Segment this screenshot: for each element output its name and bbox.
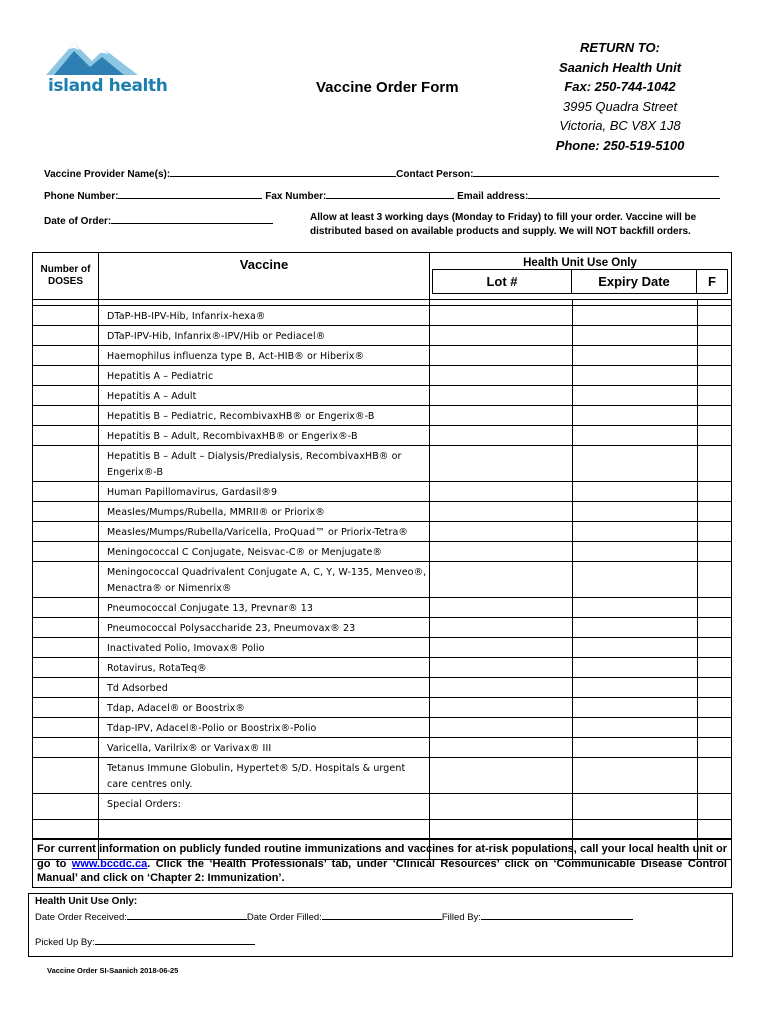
health-unit-row-1: [35, 910, 633, 923]
f-cell[interactable]: [698, 446, 732, 482]
date-filled-label: Date Order Filled:: [246, 912, 322, 923]
bccdc-link[interactable]: www.bccdc.ca: [71, 857, 148, 870]
health-unit-use-title: Health Unit Use Only: [523, 257, 637, 269]
expiry-cell[interactable]: [573, 482, 698, 502]
phone-label: Phone Number:: [44, 191, 119, 202]
expiry-cell[interactable]: [573, 794, 698, 820]
col-f-header: F: [697, 270, 728, 294]
expiry-cell[interactable]: [573, 306, 698, 326]
doses-cell[interactable]: [33, 738, 99, 758]
vaccine-name: Rotavirus, RotaTeq®: [99, 658, 430, 678]
vaccine-row: [33, 678, 732, 698]
blank-order-row: [33, 820, 732, 840]
f-cell[interactable]: [698, 738, 732, 758]
date-row: [44, 213, 273, 227]
vaccine-name: Td Adsorbed: [99, 678, 430, 698]
provider-label: Vaccine Provider Name(s):: [44, 169, 171, 180]
island-health-logo-mark: [44, 37, 140, 77]
date-received-label: Date Order Received:: [35, 912, 127, 923]
return-street: 3995 Quadra Street: [562, 98, 678, 114]
health-unit-use-header: [430, 253, 732, 300]
contact-person-field[interactable]: [473, 166, 719, 177]
doses-cell[interactable]: [33, 406, 99, 426]
lot-cell[interactable]: [430, 562, 573, 598]
contact-label: Contact Person:: [396, 169, 474, 180]
expiry-cell[interactable]: [573, 502, 698, 522]
col-expiry-header: Expiry Date: [572, 270, 697, 294]
date-label: Date of Order:: [44, 216, 112, 227]
f-cell[interactable]: [698, 542, 732, 562]
phone-row: [44, 188, 720, 202]
vaccine-name: Tdap, Adacel® or Boostrix®: [99, 698, 430, 718]
f-cell[interactable]: [698, 406, 732, 426]
expiry-cell[interactable]: [573, 326, 698, 346]
vaccine-row: [33, 326, 732, 346]
filled-by-label: Filled By:: [441, 912, 481, 923]
vaccine-row: [33, 598, 732, 618]
page-title: Vaccine Order Form: [316, 79, 459, 96]
vaccine-name: Meningococcal C Conjugate, Neisvac-C® or Menjugate®: [99, 542, 430, 562]
vaccine-name: Hepatitis A – Adult: [99, 386, 430, 406]
date-filled-field[interactable]: [322, 910, 442, 920]
lot-cell[interactable]: [430, 346, 573, 366]
return-fax: Fax: 250-744-1042: [564, 79, 676, 94]
phone-number-field[interactable]: [118, 188, 262, 199]
f-cell[interactable]: [698, 326, 732, 346]
f-cell[interactable]: [698, 522, 732, 542]
info-text-before: For current information on publicly funded routine immunizations and vaccines for at-risk populations, call your local health unit or go to: [37, 843, 727, 870]
doses-cell[interactable]: [33, 598, 99, 618]
f-cell[interactable]: [698, 794, 732, 820]
lot-cell[interactable]: [430, 758, 573, 794]
lot-cell[interactable]: [430, 542, 573, 562]
expiry-cell[interactable]: [573, 542, 698, 562]
vaccine-row: [33, 426, 732, 446]
fax-number-field[interactable]: [326, 188, 454, 199]
email-label: Email address:: [457, 191, 529, 202]
expiry-cell[interactable]: [573, 820, 698, 840]
f-cell[interactable]: [698, 698, 732, 718]
vaccine-row: [33, 386, 732, 406]
filled-by-field[interactable]: [481, 910, 633, 920]
f-cell[interactable]: [698, 502, 732, 522]
vaccine-name: Tdap-IPV, Adacel®-Polio or Boostrix®-Polio: [99, 718, 430, 738]
doses-cell[interactable]: [33, 562, 99, 598]
doses-cell[interactable]: [33, 542, 99, 562]
vaccine-row: [33, 502, 732, 522]
return-to-label: RETURN TO:: [580, 40, 660, 55]
vaccine-name: DTaP-HB-IPV-Hib, Infanrix-hexa®: [99, 306, 430, 326]
return-city: Victoria, BC V8X 1J8: [559, 118, 681, 133]
date-received-field[interactable]: [127, 910, 247, 920]
lot-cell[interactable]: [430, 406, 573, 426]
doses-cell[interactable]: [33, 658, 99, 678]
order-note: Allow at least 3 working days (Monday to Friday) to fill your order. Vaccine will be distributed based on available products and supply. We will NOT backfill orders.: [310, 212, 697, 237]
f-cell[interactable]: [698, 366, 732, 386]
expiry-cell[interactable]: [573, 598, 698, 618]
expiry-cell[interactable]: [573, 698, 698, 718]
health-unit-use-box: [28, 893, 733, 957]
vaccine-name: Inactivated Polio, Imovax® Polio: [99, 638, 430, 658]
vaccine-name: Varicella, Varilrix® or Varivax® III: [99, 738, 430, 758]
expiry-cell[interactable]: [573, 562, 698, 598]
expiry-cell[interactable]: [573, 618, 698, 638]
lot-cell[interactable]: [430, 502, 573, 522]
lot-cell[interactable]: [430, 522, 573, 542]
col-vaccine-header: Vaccine: [99, 253, 430, 300]
expiry-cell[interactable]: [573, 346, 698, 366]
lot-cell[interactable]: [430, 678, 573, 698]
doses-cell[interactable]: [33, 346, 99, 366]
lot-cell[interactable]: [430, 718, 573, 738]
vaccine-name: Special Orders:: [99, 794, 430, 820]
doses-cell[interactable]: [33, 638, 99, 658]
vaccine-row: [33, 482, 732, 502]
info-text-after: . Click the ‘Health Professionals’ tab, under ‘Clinical Resources’ click on ‘Communicable Disease Control Manual’ and click on ‘Chapter 2: Immunization’.: [37, 857, 727, 884]
vaccine-row: [33, 562, 732, 598]
vaccine-row: [33, 446, 732, 482]
vaccine-row: [33, 698, 732, 718]
vaccine-name: Pneumococcal Conjugate 13, Prevnar® 13: [99, 598, 430, 618]
f-cell[interactable]: [698, 386, 732, 406]
expiry-cell[interactable]: [573, 678, 698, 698]
vaccine-row: [33, 758, 732, 794]
vaccine-name: Pneumococcal Polysaccharide 23, Pneumovax® 23: [99, 618, 430, 638]
lot-cell[interactable]: [430, 326, 573, 346]
f-cell[interactable]: [698, 718, 732, 738]
fax-label: Fax Number:: [265, 191, 327, 202]
vaccine-name: Measles/Mumps/Rubella/Varicella, ProQuad™ or Priorix-Tetra®: [99, 522, 430, 542]
vaccine-row: [33, 718, 732, 738]
vaccine-name: Hepatitis A – Pediatric: [99, 366, 430, 386]
doses-cell[interactable]: [33, 482, 99, 502]
expiry-cell[interactable]: [573, 718, 698, 738]
vaccine-row: [33, 658, 732, 678]
logo-text: island health: [48, 76, 168, 96]
f-cell[interactable]: [698, 658, 732, 678]
vaccine-row: [33, 406, 732, 426]
doses-cell[interactable]: [33, 698, 99, 718]
doses-cell[interactable]: [33, 426, 99, 446]
doses-cell[interactable]: [33, 678, 99, 698]
doses-cell[interactable]: [33, 326, 99, 346]
doses-cell[interactable]: [33, 522, 99, 542]
col-lot-header: Lot #: [433, 270, 572, 294]
doses-cell[interactable]: [33, 366, 99, 386]
health-unit-subheader: [432, 269, 728, 294]
expiry-cell[interactable]: [573, 366, 698, 386]
vaccine-row: [33, 366, 732, 386]
lot-cell[interactable]: [430, 446, 573, 482]
expiry-cell[interactable]: [573, 386, 698, 406]
doses-cell[interactable]: [33, 306, 99, 326]
vaccine-row: [33, 738, 732, 758]
expiry-cell[interactable]: [573, 758, 698, 794]
expiry-cell[interactable]: [573, 638, 698, 658]
vaccine-row: [33, 306, 732, 326]
expiry-cell[interactable]: [573, 426, 698, 446]
doses-cell[interactable]: [33, 446, 99, 482]
f-cell[interactable]: [698, 638, 732, 658]
lot-cell[interactable]: [430, 306, 573, 326]
vaccine-row: [33, 794, 732, 820]
vaccine-name: Hepatitis B – Adult, RecombivaxHB® or Engerix®-B: [99, 426, 430, 446]
f-cell[interactable]: [698, 618, 732, 638]
vaccine-row: [33, 618, 732, 638]
expiry-cell[interactable]: [573, 738, 698, 758]
lot-cell[interactable]: [430, 698, 573, 718]
f-cell[interactable]: [698, 346, 732, 366]
info-box: [32, 838, 732, 888]
picked-up-field[interactable]: [95, 935, 255, 945]
f-cell[interactable]: [698, 426, 732, 446]
f-cell[interactable]: [698, 482, 732, 502]
f-cell[interactable]: [698, 820, 732, 840]
vaccine-row: [33, 522, 732, 542]
lot-cell[interactable]: [430, 482, 573, 502]
return-unit: Saanich Health Unit: [558, 59, 682, 75]
vaccine-name: Haemophilus influenza type B, Act-HIB® or Hiberix®: [99, 346, 430, 366]
expiry-cell[interactable]: [573, 406, 698, 426]
lot-cell[interactable]: [430, 618, 573, 638]
lot-cell[interactable]: [430, 738, 573, 758]
date-of-order-field[interactable]: [111, 213, 273, 224]
health-unit-row-2: [35, 935, 255, 948]
vaccine-name: Hepatitis B – Pediatric, RecombivaxHB® or Engerix®-B: [99, 406, 430, 426]
expiry-cell[interactable]: [573, 522, 698, 542]
doses-cell[interactable]: [33, 386, 99, 406]
vaccine-row: [33, 638, 732, 658]
vaccine-name: DTaP-IPV-Hib, Infanrix®-IPV/Hib or Pediacel®: [99, 326, 430, 346]
return-phone: Phone: 250-519-5100: [555, 137, 685, 153]
vaccine-name: Hepatitis B – Adult – Dialysis/Predialysis, RecombivaxHB® or Engerix®-B: [99, 446, 430, 482]
lot-cell[interactable]: [430, 366, 573, 386]
f-cell[interactable]: [698, 678, 732, 698]
expiry-cell[interactable]: [573, 446, 698, 482]
doses-cell[interactable]: [33, 758, 99, 794]
lot-cell[interactable]: [430, 598, 573, 618]
vaccine-row: [33, 346, 732, 366]
doses-cell[interactable]: [33, 502, 99, 522]
lot-cell[interactable]: [430, 794, 573, 820]
f-cell[interactable]: [698, 562, 732, 598]
table-header-row: [33, 253, 732, 300]
email-address-field[interactable]: [528, 188, 720, 199]
f-cell[interactable]: [698, 758, 732, 794]
lot-cell[interactable]: [430, 820, 573, 840]
f-cell[interactable]: [698, 598, 732, 618]
lot-cell[interactable]: [430, 658, 573, 678]
doses-cell[interactable]: [33, 618, 99, 638]
return-to-block: [520, 38, 720, 155]
vaccine-order-table: [32, 252, 732, 860]
vaccine-row: [33, 542, 732, 562]
f-cell[interactable]: [698, 306, 732, 326]
vaccine-name-field[interactable]: [99, 820, 430, 840]
lot-cell[interactable]: [430, 426, 573, 446]
lot-cell[interactable]: [430, 638, 573, 658]
col-number-header: Number of DOSES: [33, 253, 99, 300]
vaccine-name: Tetanus Immune Globulin, Hypertet® S/D. Hospitals & urgent care centres only.: [99, 758, 430, 794]
vaccine-name: Meningococcal Quadrivalent Conjugate A, C, Y, W-135, Menveo®, Menactra® or Nimenrix®: [99, 562, 430, 598]
doses-cell[interactable]: [33, 820, 99, 840]
doses-cell[interactable]: [33, 718, 99, 738]
footer-form-id: Vaccine Order SI-Saanich 2018-06-25: [47, 966, 179, 975]
health-unit-box-title: Health Unit Use Only:: [35, 896, 138, 907]
picked-up-label: Picked Up By:: [35, 937, 95, 948]
vaccine-name: Measles/Mumps/Rubella, MMRII® or Priorix®: [99, 502, 430, 522]
lot-cell[interactable]: [430, 386, 573, 406]
vaccine-name: Human Papillomavirus, Gardasil®9: [99, 482, 430, 502]
expiry-cell[interactable]: [573, 658, 698, 678]
doses-cell[interactable]: [33, 794, 99, 820]
provider-name-field[interactable]: [170, 166, 396, 177]
provider-row: [44, 166, 719, 180]
